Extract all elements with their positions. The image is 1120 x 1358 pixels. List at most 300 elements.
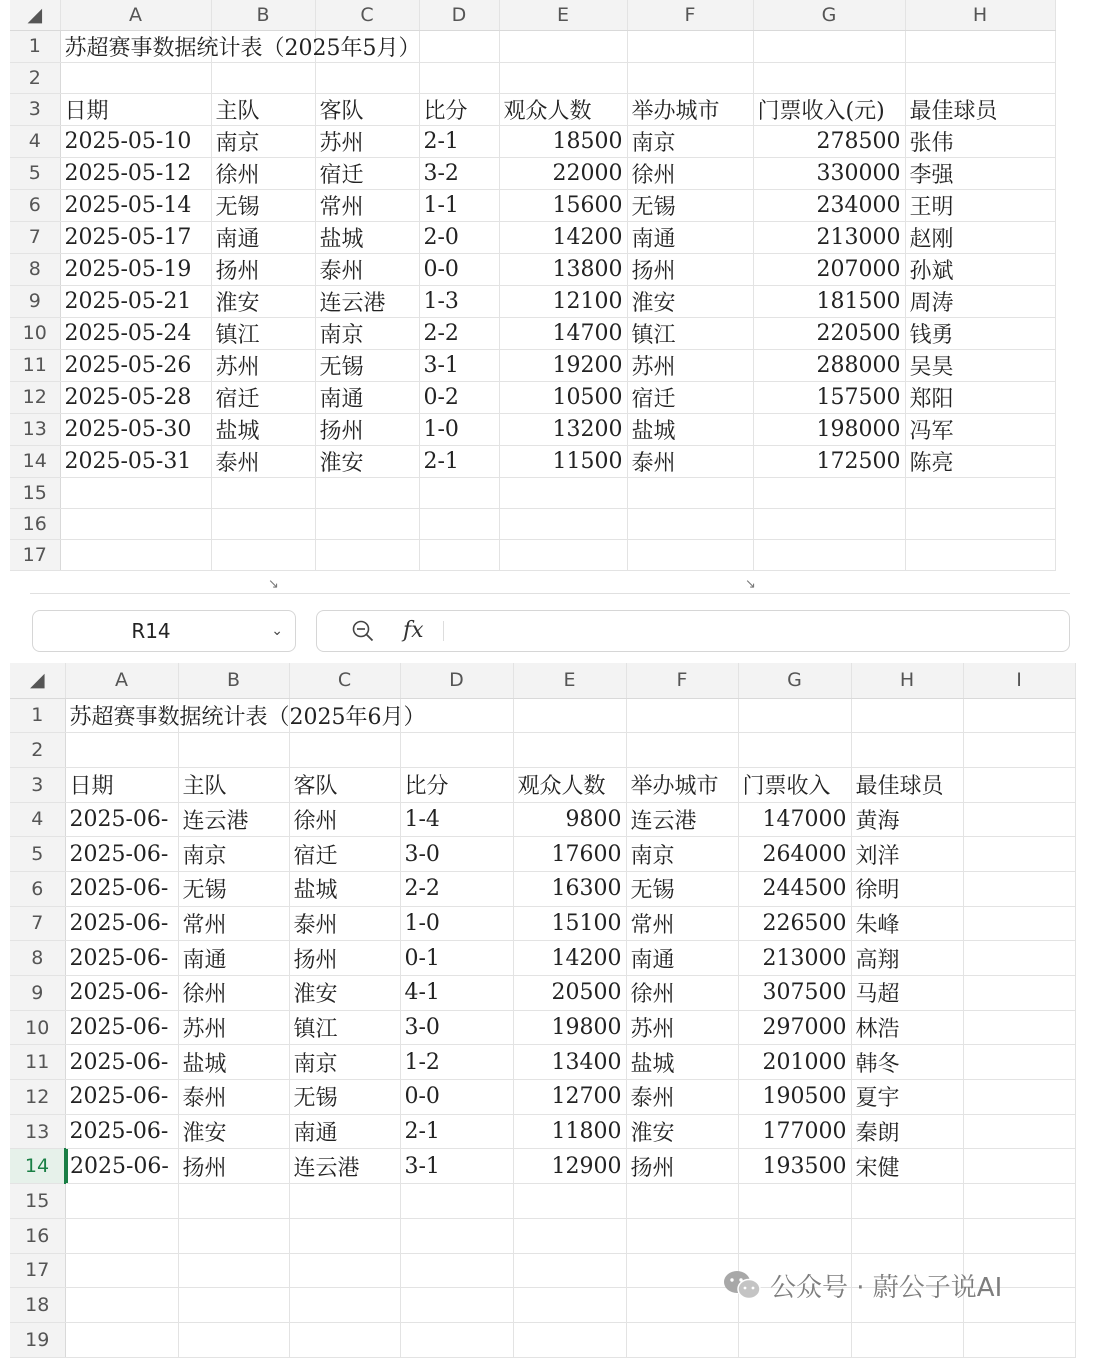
data-cell[interactable]: 南通 bbox=[178, 941, 289, 976]
data-cell[interactable]: 韩冬 bbox=[851, 1045, 963, 1080]
data-cell[interactable]: 213000 bbox=[753, 221, 905, 253]
data-cell[interactable]: 2025-06- bbox=[65, 1010, 178, 1045]
cell[interactable] bbox=[753, 508, 905, 539]
select-all-corner[interactable]: ◢ bbox=[10, 0, 60, 30]
cell[interactable] bbox=[626, 698, 738, 733]
cell[interactable] bbox=[400, 1184, 513, 1219]
cell[interactable] bbox=[65, 1253, 178, 1288]
data-cell[interactable]: 2025-05-31 bbox=[60, 445, 211, 477]
data-cell[interactable]: 2025-06- bbox=[65, 1114, 178, 1149]
cell[interactable] bbox=[963, 1080, 1075, 1115]
cell[interactable] bbox=[289, 733, 400, 768]
data-cell[interactable]: 2-1 bbox=[400, 1114, 513, 1149]
data-cell[interactable]: 泰州 bbox=[211, 445, 315, 477]
header-cell[interactable]: 观众人数 bbox=[513, 767, 626, 802]
cell[interactable] bbox=[627, 30, 753, 62]
data-cell[interactable]: 2025-05-28 bbox=[60, 381, 211, 413]
row-header[interactable]: 1 bbox=[10, 30, 60, 62]
row-header[interactable]: 15 bbox=[10, 1184, 65, 1219]
data-cell[interactable]: 2025-06- bbox=[65, 906, 178, 941]
data-cell[interactable]: 南京 bbox=[627, 125, 753, 157]
data-cell[interactable]: 2025-05-24 bbox=[60, 317, 211, 349]
data-cell[interactable]: 徐州 bbox=[211, 157, 315, 189]
data-cell[interactable]: 马超 bbox=[851, 976, 963, 1011]
data-cell[interactable]: 泰州 bbox=[626, 1080, 738, 1115]
column-header[interactable]: E bbox=[499, 0, 627, 30]
data-cell[interactable]: 朱峰 bbox=[851, 906, 963, 941]
data-cell[interactable]: 周涛 bbox=[905, 285, 1055, 317]
cell[interactable] bbox=[178, 1253, 289, 1288]
row-header[interactable]: 9 bbox=[10, 285, 60, 317]
column-header[interactable]: A bbox=[60, 0, 211, 30]
data-cell[interactable]: 4-1 bbox=[400, 976, 513, 1011]
cell[interactable] bbox=[289, 1184, 400, 1219]
data-cell[interactable]: 2025-05-21 bbox=[60, 285, 211, 317]
row-header[interactable]: 12 bbox=[10, 1080, 65, 1115]
data-cell[interactable]: 无锡 bbox=[211, 189, 315, 221]
row-header[interactable]: 3 bbox=[10, 767, 65, 802]
data-cell[interactable]: 常州 bbox=[626, 906, 738, 941]
data-cell[interactable]: 南京 bbox=[178, 837, 289, 872]
formula-input[interactable] bbox=[316, 610, 1070, 652]
header-cell[interactable]: 比分 bbox=[400, 767, 513, 802]
column-header[interactable]: H bbox=[851, 663, 963, 698]
data-cell[interactable]: 宿迁 bbox=[315, 157, 419, 189]
data-cell[interactable]: 3-2 bbox=[419, 157, 499, 189]
data-cell[interactable]: 冯军 bbox=[905, 413, 1055, 445]
cell[interactable] bbox=[419, 508, 499, 539]
resize-handle-icon[interactable]: ↘ bbox=[745, 577, 756, 592]
data-cell[interactable]: 207000 bbox=[753, 253, 905, 285]
cell[interactable] bbox=[851, 698, 963, 733]
row-header[interactable]: 2 bbox=[10, 62, 60, 93]
data-cell[interactable]: 夏宇 bbox=[851, 1080, 963, 1115]
row-header[interactable]: 4 bbox=[10, 802, 65, 837]
cell[interactable] bbox=[963, 1045, 1075, 1080]
cell[interactable] bbox=[963, 871, 1075, 906]
data-cell[interactable]: 264000 bbox=[738, 837, 851, 872]
column-header[interactable]: D bbox=[419, 0, 499, 30]
cell[interactable] bbox=[627, 508, 753, 539]
cell[interactable] bbox=[419, 539, 499, 570]
data-cell[interactable]: 14200 bbox=[513, 941, 626, 976]
cell[interactable] bbox=[65, 733, 178, 768]
column-header[interactable]: C bbox=[289, 663, 400, 698]
data-cell[interactable]: 2-0 bbox=[419, 221, 499, 253]
header-cell[interactable]: 比分 bbox=[419, 93, 499, 125]
data-cell[interactable]: 盐城 bbox=[626, 1045, 738, 1080]
data-cell[interactable]: 徐明 bbox=[851, 871, 963, 906]
cell[interactable] bbox=[65, 1288, 178, 1323]
data-cell[interactable]: 无锡 bbox=[626, 871, 738, 906]
data-cell[interactable]: 12900 bbox=[513, 1149, 626, 1184]
data-cell[interactable]: 南京 bbox=[626, 837, 738, 872]
cell[interactable] bbox=[626, 733, 738, 768]
data-cell[interactable]: 无锡 bbox=[627, 189, 753, 221]
row-header[interactable]: 11 bbox=[10, 1045, 65, 1080]
cell[interactable] bbox=[963, 941, 1075, 976]
cell[interactable] bbox=[513, 1253, 626, 1288]
cell[interactable] bbox=[289, 1322, 400, 1357]
row-header[interactable]: 18 bbox=[10, 1288, 65, 1323]
cell[interactable] bbox=[738, 1218, 851, 1253]
data-cell[interactable]: 南通 bbox=[627, 221, 753, 253]
data-cell[interactable]: 扬州 bbox=[627, 253, 753, 285]
cell[interactable] bbox=[400, 1322, 513, 1357]
chevron-down-icon[interactable]: ⌄ bbox=[271, 623, 283, 639]
cell[interactable] bbox=[963, 1322, 1075, 1357]
data-cell[interactable]: 2025-05-12 bbox=[60, 157, 211, 189]
cell[interactable] bbox=[60, 62, 211, 93]
data-cell[interactable]: 3-0 bbox=[400, 837, 513, 872]
cell[interactable] bbox=[315, 477, 419, 508]
data-cell[interactable]: 13400 bbox=[513, 1045, 626, 1080]
cell[interactable] bbox=[178, 1288, 289, 1323]
cell[interactable] bbox=[315, 539, 419, 570]
cell[interactable] bbox=[963, 1149, 1075, 1184]
header-cell[interactable]: 主队 bbox=[211, 93, 315, 125]
row-header[interactable]: 15 bbox=[10, 477, 60, 508]
cell[interactable] bbox=[963, 976, 1075, 1011]
data-cell[interactable]: 1-1 bbox=[419, 189, 499, 221]
row-header[interactable]: 17 bbox=[10, 539, 60, 570]
cell[interactable] bbox=[419, 30, 499, 62]
data-cell[interactable]: 王明 bbox=[905, 189, 1055, 221]
data-cell[interactable]: 郑阳 bbox=[905, 381, 1055, 413]
cell[interactable] bbox=[400, 1253, 513, 1288]
cell[interactable] bbox=[289, 1288, 400, 1323]
data-cell[interactable]: 盐城 bbox=[211, 413, 315, 445]
data-cell[interactable]: 2025-06- bbox=[65, 837, 178, 872]
cell[interactable] bbox=[963, 906, 1075, 941]
row-header[interactable]: 16 bbox=[10, 508, 60, 539]
cell[interactable] bbox=[211, 477, 315, 508]
data-cell[interactable]: 林浩 bbox=[851, 1010, 963, 1045]
column-header[interactable]: C bbox=[315, 0, 419, 30]
data-cell[interactable]: 13200 bbox=[499, 413, 627, 445]
data-cell[interactable]: 0-0 bbox=[419, 253, 499, 285]
data-cell[interactable]: 2-2 bbox=[419, 317, 499, 349]
cell[interactable] bbox=[400, 1218, 513, 1253]
cell[interactable] bbox=[60, 477, 211, 508]
cell[interactable] bbox=[963, 1010, 1075, 1045]
data-cell[interactable]: 宿迁 bbox=[211, 381, 315, 413]
data-cell[interactable]: 扬州 bbox=[178, 1149, 289, 1184]
cell[interactable] bbox=[499, 539, 627, 570]
data-cell[interactable]: 南通 bbox=[289, 1114, 400, 1149]
row-header[interactable]: 13 bbox=[10, 1114, 65, 1149]
data-cell[interactable]: 泰州 bbox=[315, 253, 419, 285]
cell[interactable] bbox=[627, 62, 753, 93]
data-cell[interactable]: 盐城 bbox=[627, 413, 753, 445]
data-cell[interactable]: 常州 bbox=[315, 189, 419, 221]
data-cell[interactable]: 淮安 bbox=[315, 445, 419, 477]
cell[interactable] bbox=[626, 1322, 738, 1357]
cell[interactable] bbox=[753, 30, 905, 62]
data-cell[interactable]: 盐城 bbox=[315, 221, 419, 253]
column-header[interactable]: H bbox=[905, 0, 1055, 30]
data-cell[interactable]: 12700 bbox=[513, 1080, 626, 1115]
row-header[interactable]: 6 bbox=[10, 871, 65, 906]
data-cell[interactable]: 2-1 bbox=[419, 125, 499, 157]
zoom-out-icon[interactable] bbox=[351, 619, 375, 643]
data-cell[interactable]: 南京 bbox=[315, 317, 419, 349]
cell[interactable] bbox=[178, 1322, 289, 1357]
data-cell[interactable]: 连云港 bbox=[289, 1149, 400, 1184]
data-cell[interactable]: 14700 bbox=[499, 317, 627, 349]
data-cell[interactable]: 1-3 bbox=[419, 285, 499, 317]
data-cell[interactable]: 无锡 bbox=[289, 1080, 400, 1115]
data-cell[interactable]: 2-1 bbox=[419, 445, 499, 477]
data-cell[interactable]: 22000 bbox=[499, 157, 627, 189]
cell[interactable] bbox=[513, 1218, 626, 1253]
data-cell[interactable]: 15600 bbox=[499, 189, 627, 221]
column-header[interactable]: F bbox=[626, 663, 738, 698]
data-cell[interactable]: 2025-05-19 bbox=[60, 253, 211, 285]
header-cell[interactable]: 举办城市 bbox=[626, 767, 738, 802]
data-cell[interactable]: 15100 bbox=[513, 906, 626, 941]
cell[interactable] bbox=[851, 1322, 963, 1357]
resize-handle-icon[interactable]: ↘ bbox=[268, 577, 279, 592]
cell[interactable] bbox=[963, 767, 1075, 802]
data-cell[interactable]: 连云港 bbox=[315, 285, 419, 317]
cell[interactable] bbox=[905, 62, 1055, 93]
header-cell[interactable]: 举办城市 bbox=[627, 93, 753, 125]
cell[interactable] bbox=[178, 733, 289, 768]
data-cell[interactable]: 2025-05-17 bbox=[60, 221, 211, 253]
data-cell[interactable]: 泰州 bbox=[289, 906, 400, 941]
sheet-title-cell[interactable]: 苏超赛事数据统计表（2025年5月） bbox=[60, 30, 211, 62]
data-cell[interactable]: 2025-06- bbox=[65, 976, 178, 1011]
data-cell[interactable]: 淮安 bbox=[211, 285, 315, 317]
data-cell[interactable]: 扬州 bbox=[289, 941, 400, 976]
data-cell[interactable]: 2025-06- bbox=[65, 871, 178, 906]
data-cell[interactable]: 17600 bbox=[513, 837, 626, 872]
cell[interactable] bbox=[65, 1218, 178, 1253]
data-cell[interactable]: 连云港 bbox=[626, 802, 738, 837]
data-cell[interactable]: 2-2 bbox=[400, 871, 513, 906]
cell[interactable] bbox=[419, 62, 499, 93]
cell[interactable] bbox=[627, 539, 753, 570]
data-cell[interactable]: 12100 bbox=[499, 285, 627, 317]
data-cell[interactable]: 0-2 bbox=[419, 381, 499, 413]
row-header[interactable]: 5 bbox=[10, 157, 60, 189]
row-header[interactable]: 10 bbox=[10, 1010, 65, 1045]
data-cell[interactable]: 14200 bbox=[499, 221, 627, 253]
data-cell[interactable]: 镇江 bbox=[289, 1010, 400, 1045]
data-cell[interactable]: 无锡 bbox=[178, 871, 289, 906]
data-cell[interactable]: 南通 bbox=[626, 941, 738, 976]
cell[interactable] bbox=[905, 508, 1055, 539]
data-cell[interactable]: 徐州 bbox=[289, 802, 400, 837]
data-cell[interactable]: 盐城 bbox=[178, 1045, 289, 1080]
data-cell[interactable]: 淮安 bbox=[627, 285, 753, 317]
data-cell[interactable]: 10500 bbox=[499, 381, 627, 413]
cell[interactable] bbox=[289, 1218, 400, 1253]
cell[interactable] bbox=[753, 477, 905, 508]
cell[interactable] bbox=[513, 733, 626, 768]
data-cell[interactable]: 2025-05-14 bbox=[60, 189, 211, 221]
data-cell[interactable]: 147000 bbox=[738, 802, 851, 837]
data-cell[interactable]: 无锡 bbox=[315, 349, 419, 381]
data-cell[interactable]: 244500 bbox=[738, 871, 851, 906]
header-cell[interactable]: 日期 bbox=[60, 93, 211, 125]
data-cell[interactable]: 徐州 bbox=[627, 157, 753, 189]
data-cell[interactable]: 190500 bbox=[738, 1080, 851, 1115]
cell[interactable] bbox=[315, 508, 419, 539]
cell[interactable] bbox=[851, 1218, 963, 1253]
cell[interactable] bbox=[211, 539, 315, 570]
column-header[interactable]: A bbox=[65, 663, 178, 698]
data-cell[interactable]: 1-0 bbox=[400, 906, 513, 941]
fx-icon[interactable]: fx bbox=[403, 618, 424, 643]
header-cell[interactable]: 观众人数 bbox=[499, 93, 627, 125]
data-cell[interactable]: 213000 bbox=[738, 941, 851, 976]
data-cell[interactable]: 赵刚 bbox=[905, 221, 1055, 253]
cell[interactable] bbox=[627, 477, 753, 508]
cell[interactable] bbox=[289, 1253, 400, 1288]
data-cell[interactable]: 南通 bbox=[315, 381, 419, 413]
data-cell[interactable]: 淮安 bbox=[626, 1114, 738, 1149]
cell[interactable] bbox=[499, 508, 627, 539]
data-cell[interactable]: 镇江 bbox=[627, 317, 753, 349]
cell[interactable] bbox=[738, 733, 851, 768]
data-cell[interactable]: 高翔 bbox=[851, 941, 963, 976]
data-cell[interactable]: 南通 bbox=[211, 221, 315, 253]
header-cell[interactable]: 客队 bbox=[315, 93, 419, 125]
cell[interactable] bbox=[178, 1184, 289, 1219]
cell[interactable] bbox=[65, 1184, 178, 1219]
name-box[interactable] bbox=[32, 610, 296, 652]
data-cell[interactable]: 常州 bbox=[178, 906, 289, 941]
column-header[interactable]: B bbox=[211, 0, 315, 30]
data-cell[interactable]: 226500 bbox=[738, 906, 851, 941]
cell[interactable] bbox=[626, 1218, 738, 1253]
cell[interactable] bbox=[753, 539, 905, 570]
select-all-corner[interactable]: ◢ bbox=[10, 663, 65, 698]
row-header[interactable]: 2 bbox=[10, 733, 65, 768]
data-cell[interactable]: 2025-06- bbox=[65, 1080, 178, 1115]
data-cell[interactable]: 19800 bbox=[513, 1010, 626, 1045]
header-cell[interactable]: 门票收入(元) bbox=[753, 93, 905, 125]
cell[interactable] bbox=[211, 508, 315, 539]
data-cell[interactable]: 苏州 bbox=[627, 349, 753, 381]
row-header[interactable]: 4 bbox=[10, 125, 60, 157]
row-header[interactable]: 13 bbox=[10, 413, 60, 445]
cell[interactable] bbox=[513, 1322, 626, 1357]
data-cell[interactable]: 172500 bbox=[753, 445, 905, 477]
data-cell[interactable]: 2025-06- bbox=[65, 941, 178, 976]
data-cell[interactable]: 盐城 bbox=[289, 871, 400, 906]
data-cell[interactable]: 1-0 bbox=[419, 413, 499, 445]
data-cell[interactable]: 0-1 bbox=[400, 941, 513, 976]
cell[interactable] bbox=[851, 1184, 963, 1219]
data-cell[interactable]: 陈亮 bbox=[905, 445, 1055, 477]
data-cell[interactable]: 1-2 bbox=[400, 1045, 513, 1080]
data-cell[interactable]: 3-1 bbox=[400, 1149, 513, 1184]
cell[interactable] bbox=[905, 477, 1055, 508]
column-header[interactable]: F bbox=[627, 0, 753, 30]
cell[interactable] bbox=[738, 698, 851, 733]
data-cell[interactable]: 193500 bbox=[738, 1149, 851, 1184]
data-cell[interactable]: 2025-06- bbox=[65, 1149, 178, 1184]
data-cell[interactable]: 苏州 bbox=[211, 349, 315, 381]
data-cell[interactable]: 苏州 bbox=[626, 1010, 738, 1045]
cell[interactable] bbox=[499, 30, 627, 62]
data-cell[interactable]: 扬州 bbox=[211, 253, 315, 285]
data-cell[interactable]: 南京 bbox=[289, 1045, 400, 1080]
data-cell[interactable]: 234000 bbox=[753, 189, 905, 221]
column-header[interactable]: G bbox=[753, 0, 905, 30]
data-cell[interactable]: 淮安 bbox=[178, 1114, 289, 1149]
cell[interactable] bbox=[513, 1184, 626, 1219]
data-cell[interactable]: 11800 bbox=[513, 1114, 626, 1149]
data-cell[interactable]: 镇江 bbox=[211, 317, 315, 349]
row-header[interactable]: 7 bbox=[10, 906, 65, 941]
cell[interactable] bbox=[851, 733, 963, 768]
row-header[interactable]: 9 bbox=[10, 976, 65, 1011]
data-cell[interactable]: 177000 bbox=[738, 1114, 851, 1149]
cell[interactable] bbox=[513, 698, 626, 733]
data-cell[interactable]: 3-0 bbox=[400, 1010, 513, 1045]
row-header[interactable]: 17 bbox=[10, 1253, 65, 1288]
data-cell[interactable]: 278500 bbox=[753, 125, 905, 157]
row-header[interactable]: 10 bbox=[10, 317, 60, 349]
data-cell[interactable]: 泰州 bbox=[178, 1080, 289, 1115]
data-cell[interactable]: 201000 bbox=[738, 1045, 851, 1080]
data-cell[interactable]: 扬州 bbox=[626, 1149, 738, 1184]
data-cell[interactable]: 吴昊 bbox=[905, 349, 1055, 381]
header-cell[interactable]: 最佳球员 bbox=[851, 767, 963, 802]
column-header[interactable]: G bbox=[738, 663, 851, 698]
data-cell[interactable]: 2025-05-30 bbox=[60, 413, 211, 445]
data-cell[interactable]: 宿迁 bbox=[289, 837, 400, 872]
data-cell[interactable]: 连云港 bbox=[178, 802, 289, 837]
cell[interactable] bbox=[963, 698, 1075, 733]
data-cell[interactable]: 孙斌 bbox=[905, 253, 1055, 285]
row-header[interactable]: 6 bbox=[10, 189, 60, 221]
row-header[interactable]: 14 bbox=[10, 1149, 65, 1184]
cell[interactable] bbox=[738, 1322, 851, 1357]
cell[interactable] bbox=[178, 1218, 289, 1253]
row-header[interactable]: 8 bbox=[10, 253, 60, 285]
header-cell[interactable]: 主队 bbox=[178, 767, 289, 802]
cell[interactable] bbox=[963, 802, 1075, 837]
data-cell[interactable]: 钱勇 bbox=[905, 317, 1055, 349]
data-cell[interactable]: 181500 bbox=[753, 285, 905, 317]
cell[interactable] bbox=[905, 539, 1055, 570]
cell[interactable] bbox=[753, 62, 905, 93]
data-cell[interactable]: 扬州 bbox=[315, 413, 419, 445]
cell[interactable] bbox=[400, 733, 513, 768]
data-cell[interactable]: 1-4 bbox=[400, 802, 513, 837]
column-header[interactable]: B bbox=[178, 663, 289, 698]
cell[interactable] bbox=[400, 1288, 513, 1323]
cell[interactable] bbox=[499, 477, 627, 508]
data-cell[interactable]: 330000 bbox=[753, 157, 905, 189]
cell[interactable] bbox=[963, 837, 1075, 872]
cell[interactable] bbox=[65, 1322, 178, 1357]
cell[interactable] bbox=[905, 30, 1055, 62]
row-header[interactable]: 8 bbox=[10, 941, 65, 976]
data-cell[interactable]: 宋健 bbox=[851, 1149, 963, 1184]
data-cell[interactable]: 0-0 bbox=[400, 1080, 513, 1115]
row-header[interactable]: 14 bbox=[10, 445, 60, 477]
cell[interactable] bbox=[963, 1114, 1075, 1149]
data-cell[interactable]: 淮安 bbox=[289, 976, 400, 1011]
sheet-title-cell[interactable]: 苏超赛事数据统计表（2025年6月） bbox=[65, 698, 178, 733]
row-header[interactable]: 12 bbox=[10, 381, 60, 413]
